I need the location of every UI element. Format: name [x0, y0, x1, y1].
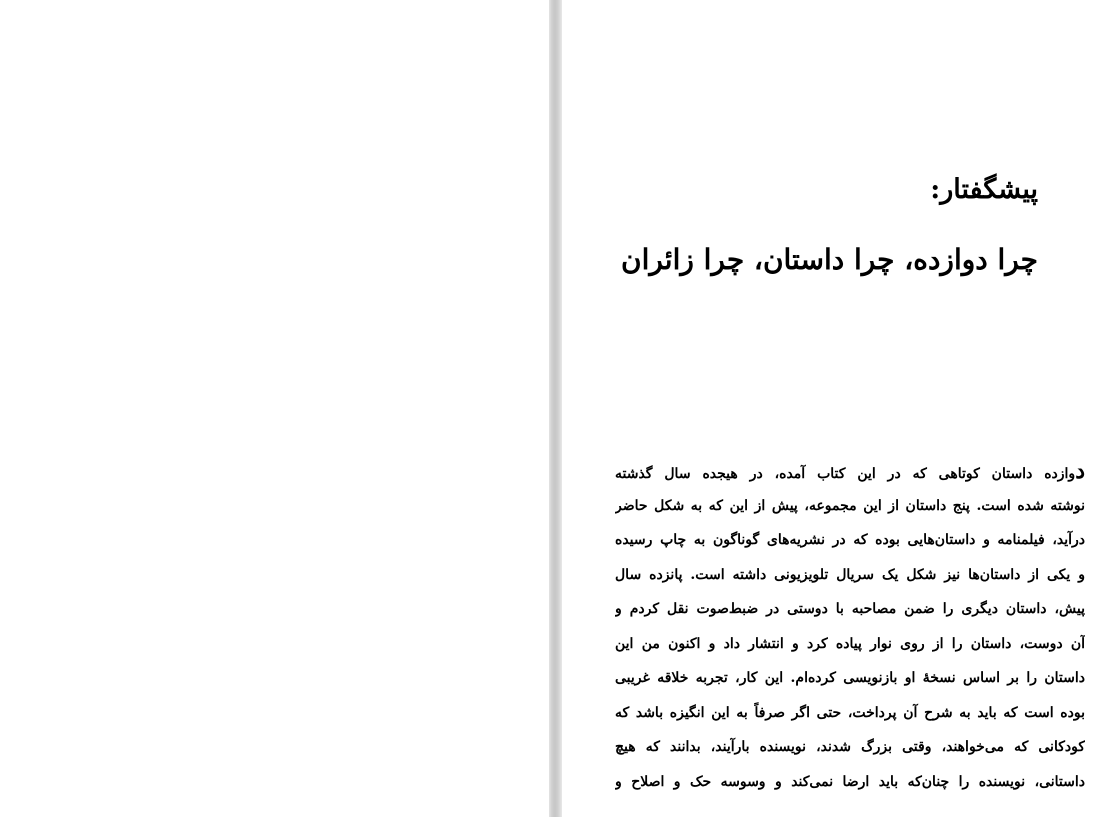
text-line — [615, 454, 1085, 489]
body-paragraph — [615, 454, 1085, 799]
chapter-title: چرا دوازده، چرا داستان، چرا زائران — [621, 243, 1038, 276]
drop-cap: د — [1075, 458, 1085, 484]
text-line: پیش، داستان دیگری را ضمن مصاحبه با دوستی در ضبط‌صوت نقل کردم و — [615, 601, 1085, 617]
text-line: نوشته شده است. پنج داستان از این مجموعه، پیش از این که به شکل حاضر — [615, 497, 1085, 514]
page-gutter — [549, 0, 562, 817]
text-line: داستان را بر اساس نسخهٔ او بازنویسی کرده‌ام. این کار، تجربه خلاقه غریبی — [615, 670, 1085, 686]
text-line: کودکانی که می‌خواهند، وقتی بزرگ شدند، نویسنده بارآیند، بدانند که هیچ — [615, 739, 1085, 755]
text-line: درآید، فیلمنامه و داستان‌هایی بوده که در نشریه‌های گوناگون به چاپ رسیده — [615, 532, 1085, 548]
preface-heading: پیشگفتار: — [930, 174, 1038, 205]
text-line: آن دوست، داستان را از روی نوار پیاده کرد و انتشار داد و اکنون من این — [615, 635, 1085, 652]
right-page — [562, 0, 1113, 817]
left-page-blank — [0, 0, 549, 817]
text-line-content: وازده داستان کوتاهی که در این کتاب آمده، در هیجده سال گذشته — [615, 466, 1076, 482]
text-line: بوده است که باید به شرح آن پرداخت، حتی اگر صرفاً به این انگیزه باشد که — [615, 704, 1085, 721]
text-line: داستانی، نویسنده را چنان‌که باید ارضا نمی‌کند و وسوسه حک و اصلاح و — [615, 773, 1085, 790]
text-line: و یکی از داستان‌ها نیز شکل یک سریال تلویزیونی داشته است. پانزده سال — [615, 566, 1085, 583]
